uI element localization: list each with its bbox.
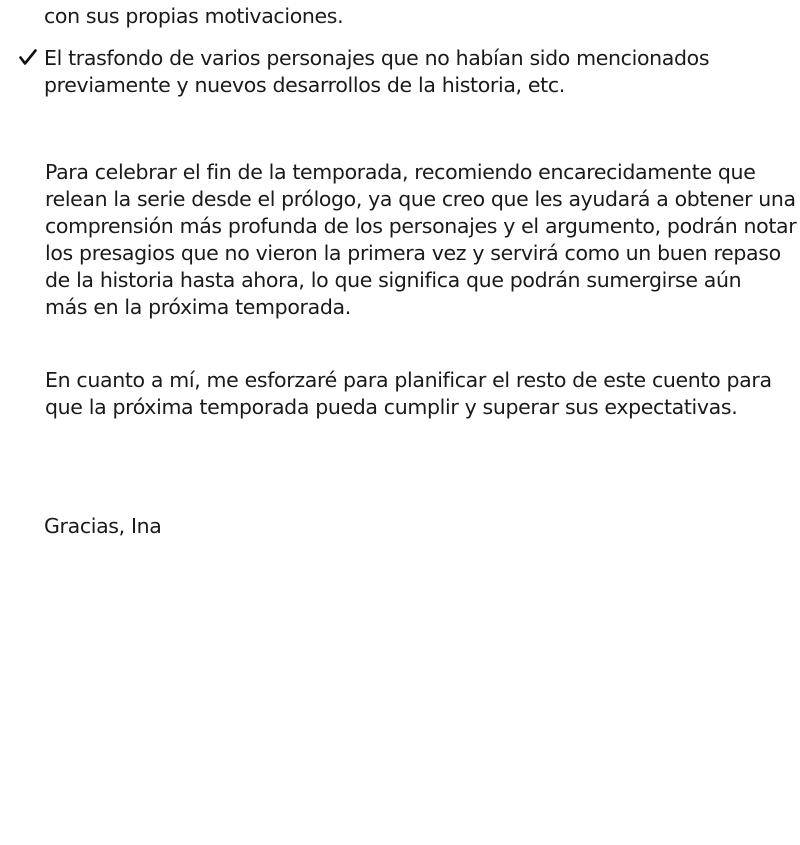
paragraph-1-line-1: Para celebrar el fin de la temporada, recomiendo encarecidamente que [45, 160, 756, 184]
bullet-1-line-1: con sus propias motivaciones. [44, 4, 344, 28]
signature: Gracias, Ina [44, 514, 162, 538]
check-mark-icon [18, 48, 38, 68]
paragraph-1-line-2: relean la serie desde el prólogo, ya que creo que les ayudará a obtener una [45, 187, 796, 211]
paragraph-1-line-3: comprensión más profunda de los personajes y el argumento, podrán notar [45, 214, 797, 238]
paragraph-2-line-2: que la próxima temporada pueda cumplir y superar sus expectativas. [45, 395, 738, 419]
bullet-2-line-2: previamente y nuevos desarrollos de la historia, etc. [44, 73, 565, 97]
paragraph-2-line-1: En cuanto a mí, me esforzaré para planificar el resto de este cuento para [45, 368, 772, 392]
paragraph-1-line-4: los presagios que no vieron la primera vez y servirá como un buen repaso [45, 241, 781, 265]
bullet-2-line-1: El trasfondo de varios personajes que no habían sido mencionados [44, 46, 710, 70]
paragraph-1-line-5: de la historia hasta ahora, lo que significa que podrán sumergirse aún [45, 268, 742, 292]
paragraph-1-line-6: más en la próxima temporada. [45, 295, 351, 319]
